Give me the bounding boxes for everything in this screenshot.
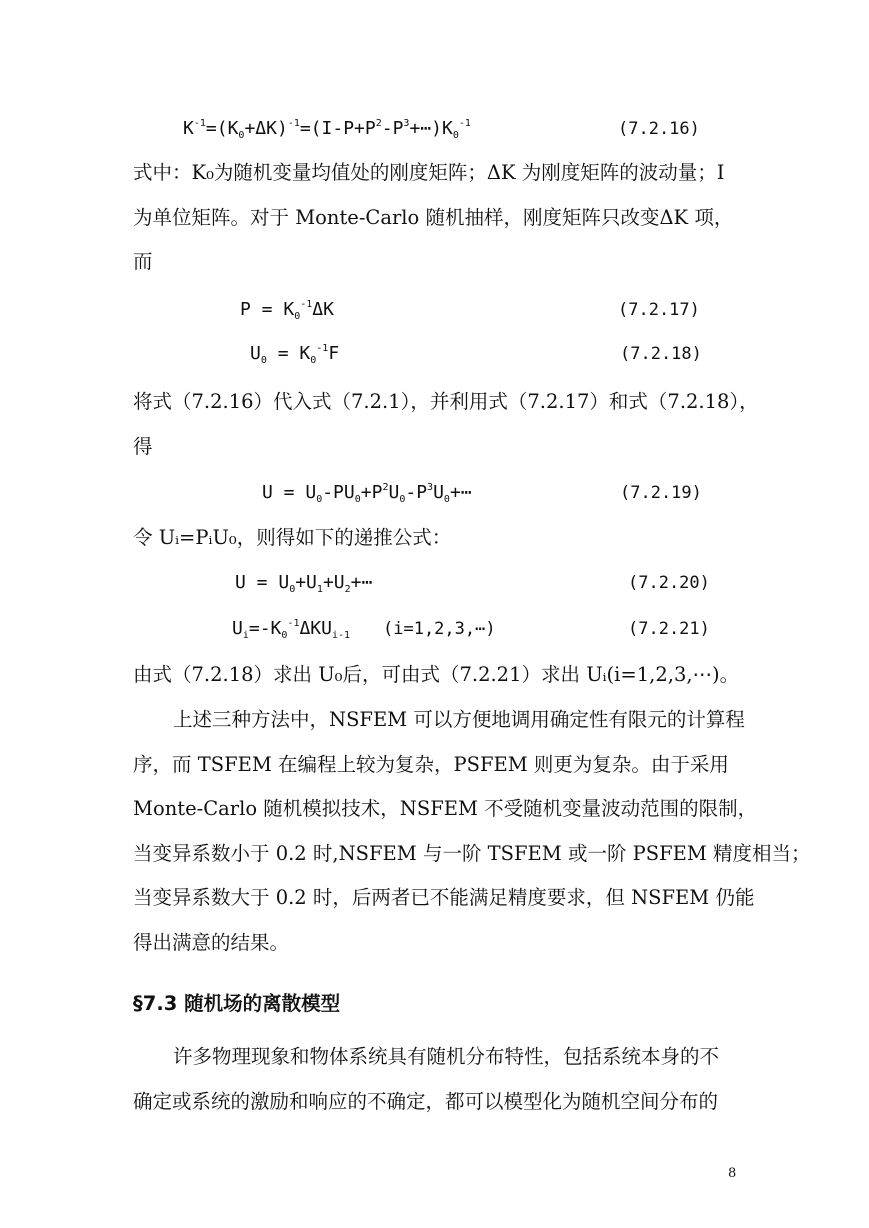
equation-7-2-21 xyxy=(0,612,869,646)
text-line: 将式（7.2.16）代入式（7.2.1），并利用式（7.2.17）和式（7.2.18）， xyxy=(133,390,759,413)
paragraph-random-field-intro xyxy=(133,1035,743,1124)
text-line: 而 xyxy=(133,250,153,273)
equation-7-2-20 xyxy=(0,566,869,600)
text-line: 式中：K₀为随机变量均值处的刚度矩阵；ΔK 为刚度矩阵的波动量；I xyxy=(133,161,725,184)
text-line: 确定或系统的激励和响应的不确定，都可以模型化为随机空间分布的 xyxy=(133,1089,719,1113)
equation-number: (7.2.20) xyxy=(628,573,710,593)
page-number: 8 xyxy=(728,1166,737,1181)
section-heading: §7.3 随机场的离散模型 xyxy=(133,992,341,1015)
text-line: 令 Uᵢ=PᵢU₀，则得如下的递推公式： xyxy=(133,526,452,549)
text-line: 当变异系数大于 0.2 时，后两者已不能满足精度要求，但 NSFEM 仍能 xyxy=(133,886,755,909)
equation-number: (7.2.19) xyxy=(620,483,702,503)
equation-formula: $K^{-1}=(K_0+\Delta K)^{-1}=(I-P+P^2-P^3+\cdots)K_0^{-1}$ xyxy=(183,118,471,141)
text-line: Monte-Carlo 随机模拟技术，NSFEM 不受随机变量波动范围的限制， xyxy=(133,797,758,820)
equation-7-2-16 xyxy=(0,112,869,146)
text-line: 许多物理现象和物体系统具有随机分布特性，包括系统本身的不 xyxy=(173,1045,720,1068)
paragraph-method-comparison xyxy=(133,698,811,965)
equation-formula: $U_0 = K_0^{-1}F$ xyxy=(250,343,340,366)
paragraph-definitions xyxy=(133,151,743,285)
equation-number: (7.2.16) xyxy=(618,119,700,139)
equation-condition: (i=1,2,3,⋯) xyxy=(383,619,496,639)
equation-number: (7.2.18) xyxy=(620,344,702,364)
equation-7-2-18 xyxy=(0,337,869,371)
paragraph-solve xyxy=(133,653,743,698)
equation-formula: $P = K_0^{-1}\Delta K$ xyxy=(240,299,334,322)
text-line: 为单位矩阵。对于 Monte-Carlo 随机抽样，刚度矩阵只改变ΔK 项， xyxy=(133,205,734,229)
text-line: 序，而 TSFEM 在编程上较为复杂，PSFEM 则更为复杂。由于采用 xyxy=(133,752,729,776)
equation-number: (7.2.21) xyxy=(628,619,710,639)
text-line: 得 xyxy=(133,434,153,458)
equation-7-2-19 xyxy=(0,476,869,510)
text-line: 上述三种方法中，NSFEM 可以方便地调用确定性有限元的计算程 xyxy=(173,708,745,731)
text-line: 由式（7.2.18）求出 U₀后，可由式（7.2.21）求出 Uᵢ(i=1,2,3,⋯)。 xyxy=(133,663,740,686)
equation-formula: $U = U_0-PU_0+P^2U_0-P^3U_0+\cdots$ xyxy=(262,482,472,505)
equation-formula: $U_i=-K_0^{-1}\Delta KU_{i-1}$ xyxy=(232,618,351,641)
equation-formula: $U = U_0+U_1+U_2+\cdots$ xyxy=(235,572,373,595)
text-line: 当变异系数小于 0.2 时,NSFEM 与一阶 TSFEM 或一阶 PSFEM 精度相当； xyxy=(133,841,811,865)
paragraph-substitution xyxy=(133,380,759,469)
equation-number: (7.2.17) xyxy=(618,300,700,320)
equation-7-2-17 xyxy=(0,293,869,327)
paragraph-recursion-intro xyxy=(133,516,743,561)
text-line: 得出满意的结果。 xyxy=(133,930,290,954)
